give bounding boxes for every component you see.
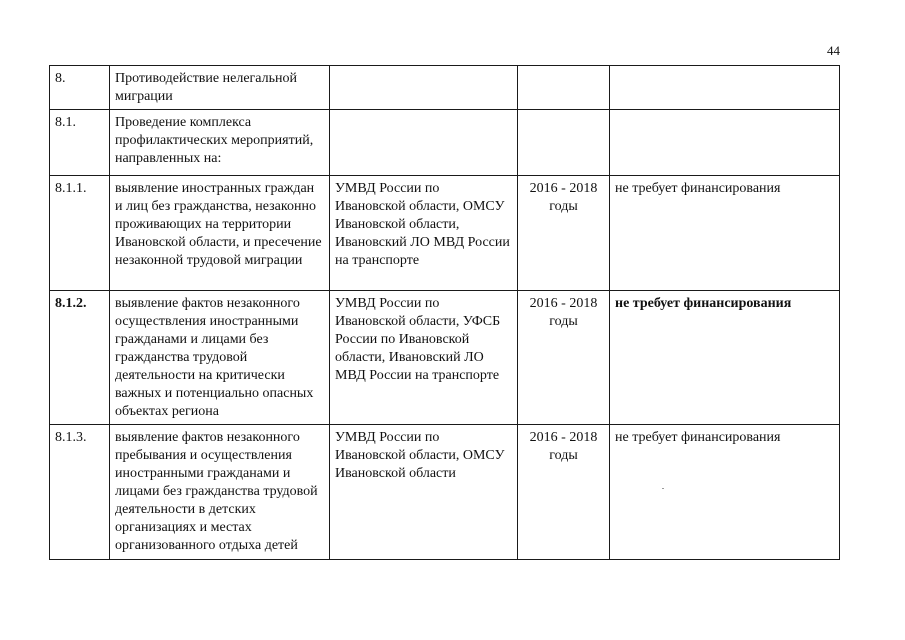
executors-cell xyxy=(330,291,518,425)
term: 2016 - 2018 годы xyxy=(529,296,598,329)
measure-name: Проведение комплекса профилактических мероприятий, направленных на: xyxy=(115,115,314,166)
measure-name: выявление иностранных граждан и лиц без гражданства, незаконно проживающих на территории Ивановской области, и пресечение незаконной трудовой миграции xyxy=(115,181,322,268)
executors-cell xyxy=(330,176,518,291)
executors: УМВД России по Ивановской области, УФСБ России по Ивановской области, Ивановский ЛО МВД России на транспорте xyxy=(335,296,501,383)
term-cell xyxy=(518,291,610,425)
measure-name: выявление фактов незаконного пребывания и осуществления иностранными гражданами и лицами без гражданства трудовой деятельности в детских организациях и местах организованного отдыха детей xyxy=(115,430,318,553)
row-number: 8.1.2. xyxy=(55,296,87,311)
table-row xyxy=(50,110,840,176)
page-number: 44 xyxy=(827,43,840,58)
measures-table xyxy=(49,65,840,560)
executors-cell xyxy=(330,110,518,176)
financing-cell xyxy=(610,66,840,110)
measure-name-cell xyxy=(110,425,330,560)
financing-cell xyxy=(610,176,840,291)
row-number: 8. xyxy=(55,71,66,86)
executors-cell xyxy=(330,425,518,560)
row-number: 8.1.1. xyxy=(55,181,87,196)
executors: УМВД России по Ивановской области, ОМСУ Ивановской области, Ивановский ЛО МВД России на транспорте xyxy=(335,181,510,268)
row-number: 8.1. xyxy=(55,115,76,130)
financing: не требует финансирования xyxy=(615,181,781,196)
term-cell xyxy=(518,425,610,560)
term: 2016 - 2018 годы xyxy=(529,181,598,214)
table-row xyxy=(50,425,840,560)
table-row xyxy=(50,176,840,291)
term-cell xyxy=(518,110,610,176)
row-number-cell xyxy=(50,176,110,291)
measure-name-cell xyxy=(110,176,330,291)
term: 2016 - 2018 годы xyxy=(529,430,598,463)
financing-cell xyxy=(610,110,840,176)
measure-name-cell xyxy=(110,110,330,176)
row-number: 8.1.3. xyxy=(55,430,87,445)
financing: не требует финансирования xyxy=(615,296,792,311)
row-number-cell xyxy=(50,425,110,560)
financing-cell xyxy=(610,425,840,560)
measure-name-cell xyxy=(110,66,330,110)
measure-name: Противодействие нелегальной миграции xyxy=(115,71,297,104)
measure-name-cell xyxy=(110,291,330,425)
term-cell xyxy=(518,176,610,291)
table-row xyxy=(50,66,840,110)
executors: УМВД России по Ивановской области, ОМСУ Ивановской области xyxy=(335,430,505,481)
row-number-cell xyxy=(50,110,110,176)
executors-cell xyxy=(330,66,518,110)
financing: не требует финансирования xyxy=(615,430,781,445)
row-number-cell xyxy=(50,291,110,425)
term-cell xyxy=(518,66,610,110)
table-row xyxy=(50,291,840,425)
scan-speck xyxy=(662,488,664,489)
row-number-cell xyxy=(50,66,110,110)
financing-cell xyxy=(610,291,840,425)
measure-name: выявление фактов незаконного осуществления иностранными гражданами и лицами без гражданства трудовой деятельности на критически важных и потенциально опасных объектах региона xyxy=(115,296,314,419)
